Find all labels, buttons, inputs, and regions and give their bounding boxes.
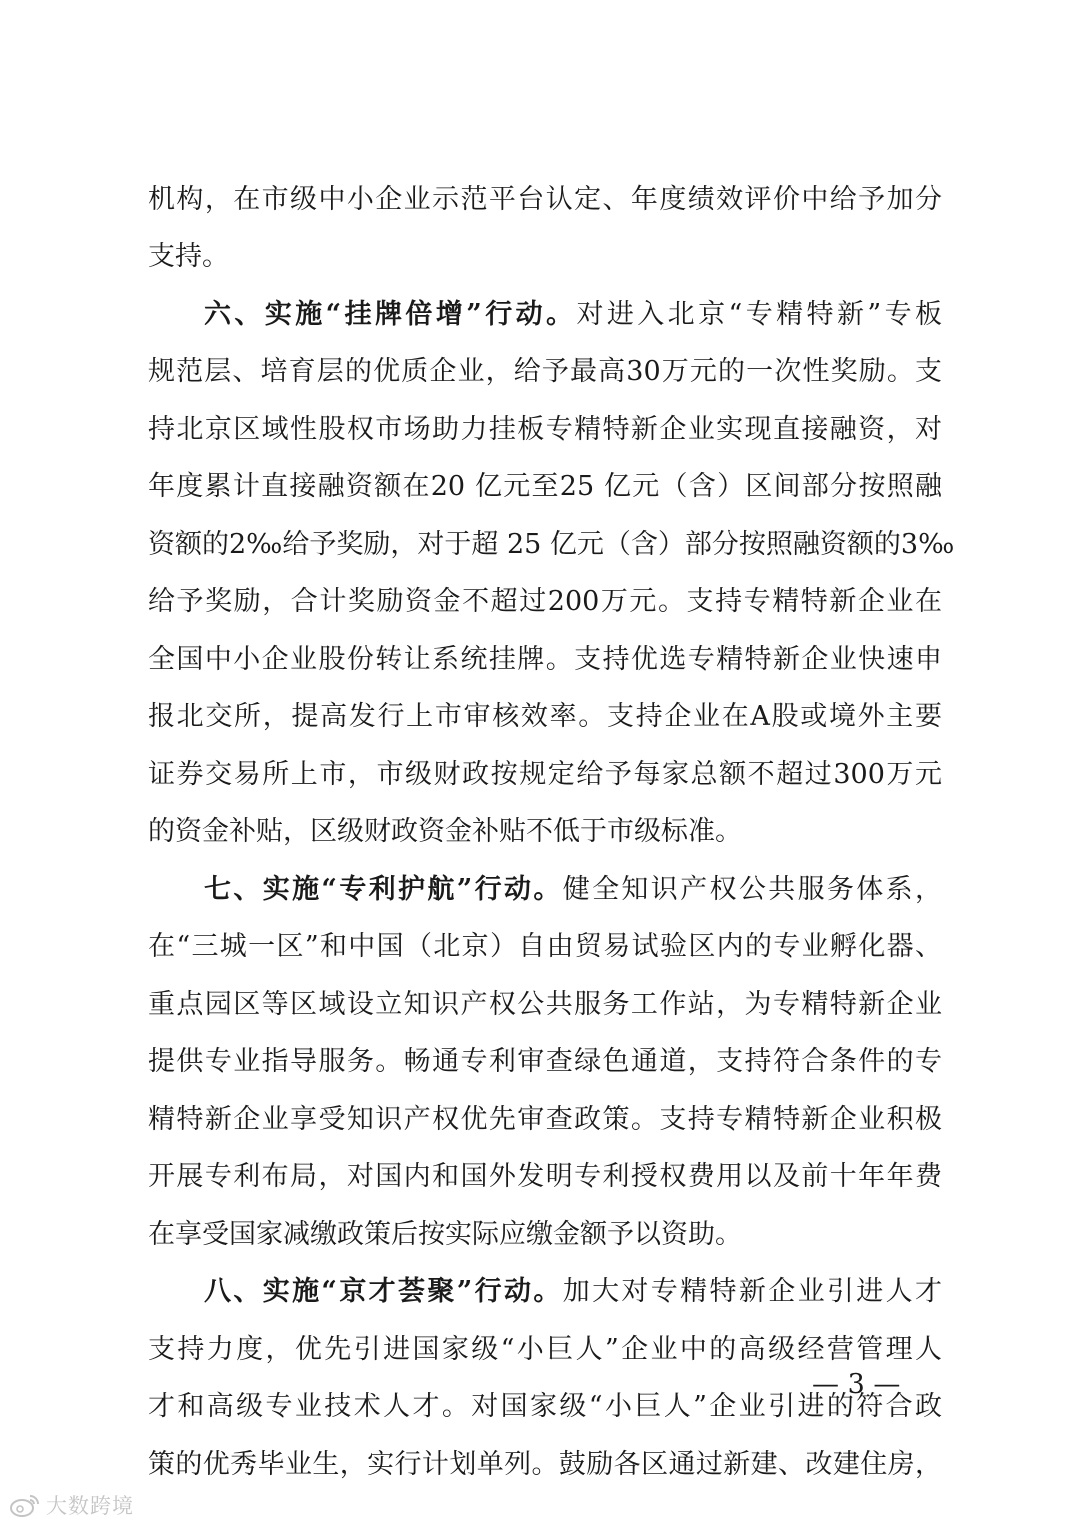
watermark-text: 大数跨境 [46, 1494, 134, 1518]
page-number: — 3 — [812, 1369, 901, 1400]
text-line: 在“三城一区”和中国（北京）自由贸易试验区内的专业孵化器、 [148, 931, 942, 962]
section-eight-heading-line: 八、实施“京才荟聚”行动。加大对专精特新企业引进人才 [204, 1276, 943, 1307]
text-line: 才和高级专业技术人才。对国家级“小巨人”企业引进的符合政 [148, 1391, 942, 1422]
text-line: 规范层、培育层的优质企业，给予最高30万元的一次性奖励。支 [148, 356, 942, 387]
text-line: 支持。 [148, 241, 229, 272]
text-line: 的资金补贴，区级财政资金补贴不低于市级标准。 [148, 816, 742, 847]
text-line: 在享受国家减缴政策后按实际应缴金额予以资助。 [148, 1219, 742, 1250]
text-line: 开展专利布局，对国内和国外发明专利授权费用以及前十年年费 [148, 1161, 942, 1192]
text-line: 提供专业指导服务。畅通专利审查绿色通道，支持符合条件的专 [148, 1046, 942, 1077]
text-line: 报北交所，提高发行上市审核效率。支持企业在A股或境外主要 [148, 701, 942, 732]
section-heading: 八、实施“京才荟聚”行动。 [204, 1276, 563, 1307]
text-line: 证券交易所上市，市级财政按规定给予每家总额不超过300万元 [148, 759, 942, 790]
section-seven-heading-line: 七、实施“专利护航”行动。健全知识产权公共服务体系， [204, 874, 943, 905]
weibo-icon [8, 1492, 42, 1518]
section-six-heading-line: 六、实施“挂牌倍增”行动。对进入北京“专精特新”专板 [204, 299, 943, 330]
text-line: 全国中小企业股份转让系统挂牌。支持优选专精特新企业快速申 [148, 644, 942, 675]
text-line: 资额的2‰给予奖励，对于超 25 亿元（含）部分按照融资额的3‰ [148, 529, 955, 560]
text-line: 持北京区域性股权市场助力挂板专精特新企业实现直接融资，对 [148, 414, 942, 445]
section-heading: 六、实施“挂牌倍增”行动。 [204, 299, 577, 330]
watermark [8, 1490, 134, 1520]
text-line: 重点园区等区域设立知识产权公共服务工作站，为专精特新企业 [148, 989, 942, 1020]
text-line: 给予奖励，合计奖励资金不超过200万元。支持专精特新企业在 [148, 586, 942, 617]
text-line: 精特新企业享受知识产权优先审查政策。支持专精特新企业积极 [148, 1104, 942, 1135]
text-line: 年度累计直接融资额在20 亿元至25 亿元（含）区间部分按照融 [148, 471, 942, 502]
text-line: 支持力度，优先引进国家级“小巨人”企业中的高级经营管理人 [148, 1334, 942, 1365]
section-heading: 七、实施“专利护航”行动。 [204, 874, 563, 905]
text-line: 机构，在市级中小企业示范平台认定、年度绩效评价中给予加分 [148, 184, 942, 215]
text-line: 策的优秀毕业生，实行计划单列。鼓励各区通过新建、改建住房， [148, 1449, 942, 1480]
